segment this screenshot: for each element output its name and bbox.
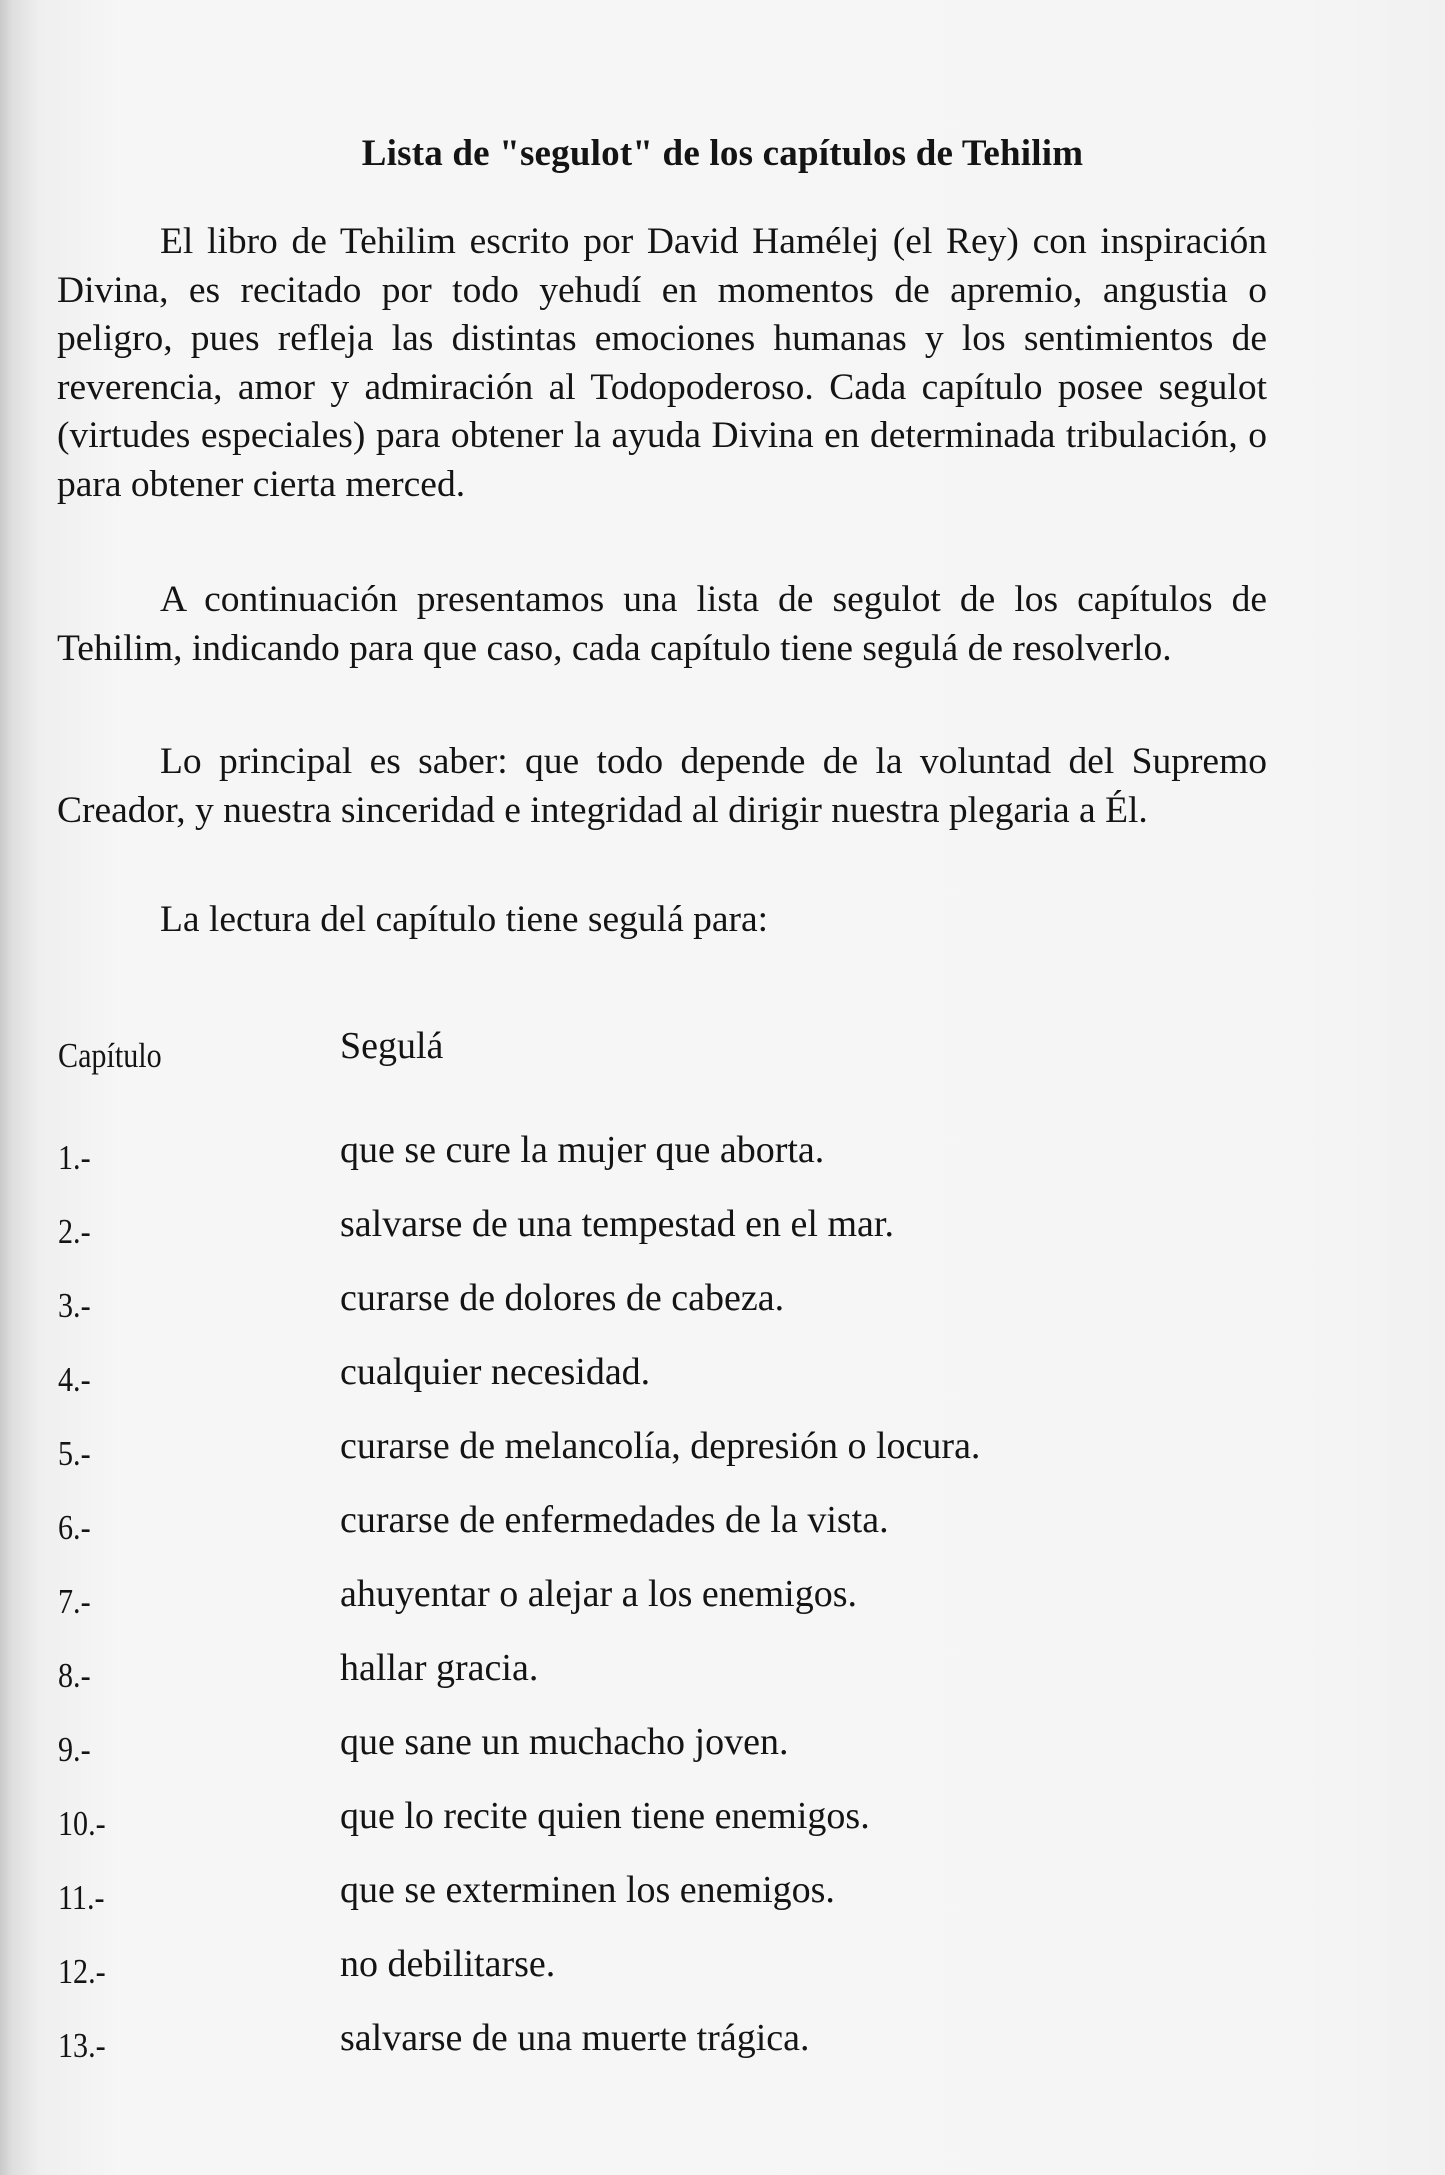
segula-text: cualquier necesidad. xyxy=(340,1351,651,1393)
reading-paragraph: La lectura del capítulo tiene segulá para: xyxy=(160,899,769,940)
chapter-number: 10.- xyxy=(58,1804,106,1843)
chapter-number: 13.- xyxy=(58,2026,106,2065)
list-intro-paragraph: A continuación presentamos una lista de segulot de los capítulos de Tehilim, indicando para que caso, cada capítulo tiene segulá de resolverlo. xyxy=(57,579,1267,669)
chapter-number: 12.- xyxy=(58,1952,106,1991)
table-row xyxy=(0,1273,1445,1347)
table-row xyxy=(0,1199,1445,1273)
table-row xyxy=(0,1717,1445,1791)
segula-text: hallar gracia. xyxy=(340,1647,539,1689)
chapter-number: 8.- xyxy=(58,1656,91,1695)
page-title: Lista de "segulot" de los capítulos de Tehilim xyxy=(361,133,1084,174)
segula-text: salvarse de una tempestad en el mar. xyxy=(340,1203,894,1245)
table-row xyxy=(0,1939,1445,2013)
chapter-number: 1.- xyxy=(58,1138,91,1177)
segula-text: curarse de dolores de cabeza. xyxy=(340,1277,785,1319)
chapter-number: 3.- xyxy=(58,1286,91,1325)
segula-text: curarse de melancolía, depresión o locura. xyxy=(340,1425,981,1467)
segula-text: que lo recite quien tiene enemigos. xyxy=(340,1795,870,1837)
table-row xyxy=(0,2013,1445,2087)
table-row xyxy=(0,1865,1445,1939)
table-row xyxy=(0,1125,1445,1199)
segula-text: no debilitarse. xyxy=(340,1943,556,1985)
chapter-column-header: Capítulo xyxy=(58,1036,162,1075)
table-row xyxy=(0,1791,1445,1865)
segula-text: salvarse de una muerte trágica. xyxy=(340,2017,810,2059)
chapter-number: 6.- xyxy=(58,1508,91,1547)
chapter-number: 4.- xyxy=(58,1360,91,1399)
table-row xyxy=(0,1495,1445,1569)
intro-paragraph: El libro de Tehilim escrito por David Hamélej (el Rey) con inspiración Divina, es recitado por todo yehudí en momentos de apremio, angustia o peligro, pues refleja las distintas emociones humanas y los sentimientos de reverencia, amor y admiración al Todopoderoso. Cada capítulo posee segulot (virtudes especiales) para obtener la ayuda Divina en determinada tribulación, o para obtener cierta merced. xyxy=(57,221,1267,505)
segula-text: ahuyentar o alejar a los enemigos. xyxy=(340,1573,858,1615)
chapter-number: 2.- xyxy=(58,1212,91,1251)
principal-paragraph: Lo principal es saber: que todo depende de la voluntad del Supremo Creador, y nuestra sinceridad e integridad al dirigir nuestra plegaria a Él. xyxy=(57,741,1267,831)
segula-text: que sane un muchacho joven. xyxy=(340,1721,789,1763)
table-header xyxy=(0,1018,1445,1078)
chapter-number: 7.- xyxy=(58,1582,91,1621)
table-row xyxy=(0,1347,1445,1421)
table-row xyxy=(0,1421,1445,1495)
chapter-number: 9.- xyxy=(58,1730,91,1769)
chapter-number: 5.- xyxy=(58,1434,91,1473)
table-row xyxy=(0,1569,1445,1643)
segula-text: que se cure la mujer que aborta. xyxy=(340,1129,825,1171)
segula-text: que se exterminen los enemigos. xyxy=(340,1869,835,1911)
chapter-number: 11.- xyxy=(58,1878,105,1917)
segulot-list xyxy=(0,1125,1445,2087)
table-row xyxy=(0,1643,1445,1717)
segula-column-header: Segulá xyxy=(340,1025,444,1067)
segula-text: curarse de enfermedades de la vista. xyxy=(340,1499,889,1541)
